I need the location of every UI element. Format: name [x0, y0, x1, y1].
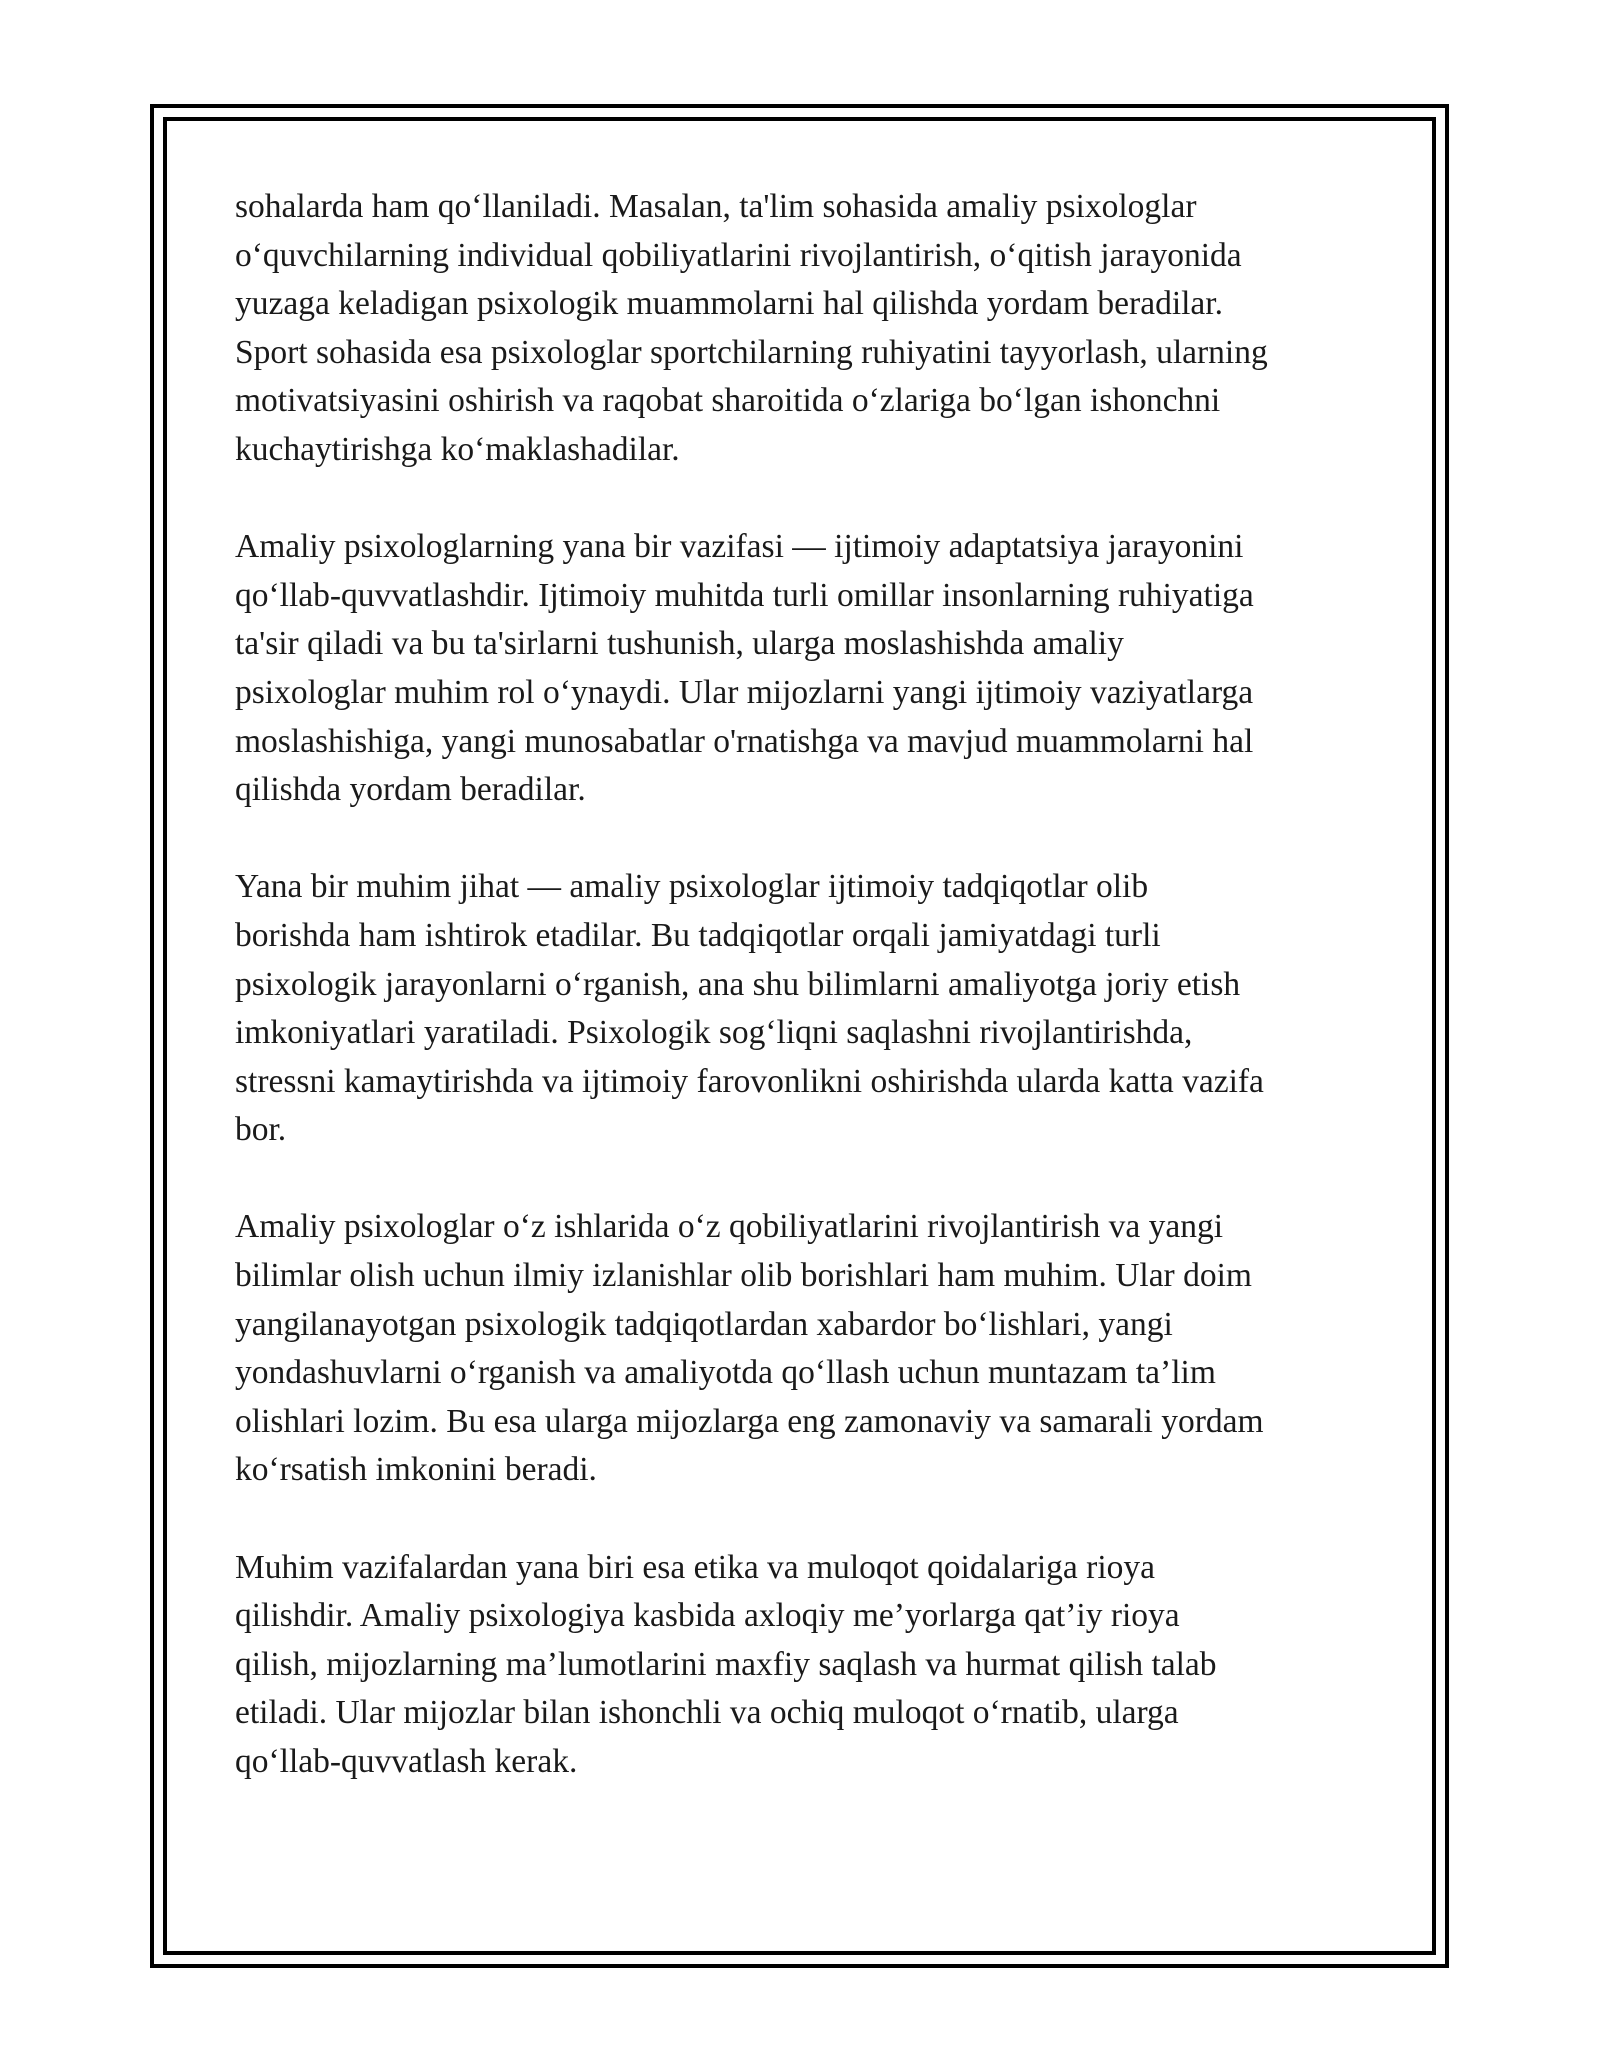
text-line: etiladi. Ular mijozlar bilan ishonchli va ochiq muloqot oʻrnatib, ularga [235, 1694, 1179, 1732]
text-line: Muhim vazifalardan yana biri esa etika va muloqot qoidalariga rioya [235, 1548, 1155, 1586]
text-line: koʻrsatish imkonini beradi. [235, 1451, 597, 1489]
text-line: stressni kamaytirishda va ijtimoiy farovonlikni oshirishda ularda katta vazifa [235, 1062, 1264, 1100]
paragraph-4 [235, 1203, 1385, 1495]
text-line: psixologik jarayonlarni oʻrganish, ana shu bilimlarni amaliyotga joriy etish [235, 965, 1241, 1003]
text-line: qilish, mijozlarning ma’lumotlarini maxfiy saqlash va hurmat qilish talab [235, 1645, 1217, 1683]
text-line: qilishdir. Amaliy psixologiya kasbida axloqiy me’yorlarga qat’iy rioya [235, 1597, 1180, 1635]
text-line: qilishda yordam beradilar. [235, 771, 586, 809]
text-line: psixologlar muhim rol oʻynaydi. Ular mijozlarni yangi ijtimoiy vaziyatlarga [235, 673, 1254, 711]
text-line: qoʻllab-quvvatlash kerak. [235, 1743, 578, 1780]
text-line: qoʻllab-quvvatlashdir. Ijtimoiy muhitda turli omillar insonlarning ruhiyatiga [235, 576, 1254, 614]
text-line: borishda ham ishtirok etadilar. Bu tadqiqotlar orqali jamiyatdagi turli [235, 916, 1161, 954]
text-line: Sport sohasida esa psixologlar sportchilarning ruhiyatini tayyorlash, ularning [235, 333, 1268, 371]
text-line: Amaliy psixologlar oʻz ishlarida oʻz qobiliyatlarini rivojlantirish va yangi [235, 1208, 1224, 1246]
text-line: ta'sir qiladi va bu ta'sirlarni tushunish, ularga moslashishda amaliy [235, 625, 1124, 663]
text-line: imkoniyatlari yaratiladi. Psixologik sogʻliqni saqlashni rivojlantirishda, [235, 1014, 1193, 1052]
text-line: Amaliy psixologlarning yana bir vazifasi — ijtimoiy adaptatsiya jarayonini [235, 528, 1244, 566]
text-line: bilimlar olish uchun ilmiy izlanishlar olib borishlari ham muhim. Ular doim [235, 1257, 1252, 1295]
text-line: bor. [235, 1111, 287, 1149]
text-line: yangilanayotgan psixologik tadqiqotlardan xabardor boʻlishlari, yangi [235, 1305, 1173, 1343]
paragraph-2 [235, 523, 1385, 815]
text-line: sohalarda ham qoʻllaniladi. Masalan, ta'lim sohasida amaliy psixologlar [235, 188, 1197, 225]
text-line: olishlari lozim. Bu esa ularga mijozlarga eng zamonaviy va samarali yordam [235, 1402, 1264, 1440]
text-line: kuchaytirishga koʻmaklashadilar. [235, 430, 680, 468]
text-line: yuzaga keladigan psixologik muammolarni hal qilishda yordam beradilar. [235, 285, 1223, 323]
document-body [235, 183, 1385, 1787]
text-line: oʻquvchilarning individual qobiliyatlarini rivojlantirish, oʻqitish jarayonida [235, 236, 1242, 274]
text-line: yondashuvlarni oʻrganish va amaliyotda qoʻllash uchun muntazam ta’lim [235, 1354, 1216, 1392]
paragraph-1 [235, 183, 1385, 475]
paragraph-3 [235, 863, 1385, 1155]
text-line: moslashishiga, yangi munosabatlar o'rnatishga va mavjud muammolarni hal [235, 722, 1254, 760]
text-line: motivatsiyasini oshirish va raqobat sharoitida oʻzlariga boʻlgan ishonchni [235, 382, 1221, 420]
text-line: Yana bir muhim jihat — amaliy psixologlar ijtimoiy tadqiqotlar olib [235, 868, 1149, 906]
paragraph-5 [235, 1544, 1385, 1787]
